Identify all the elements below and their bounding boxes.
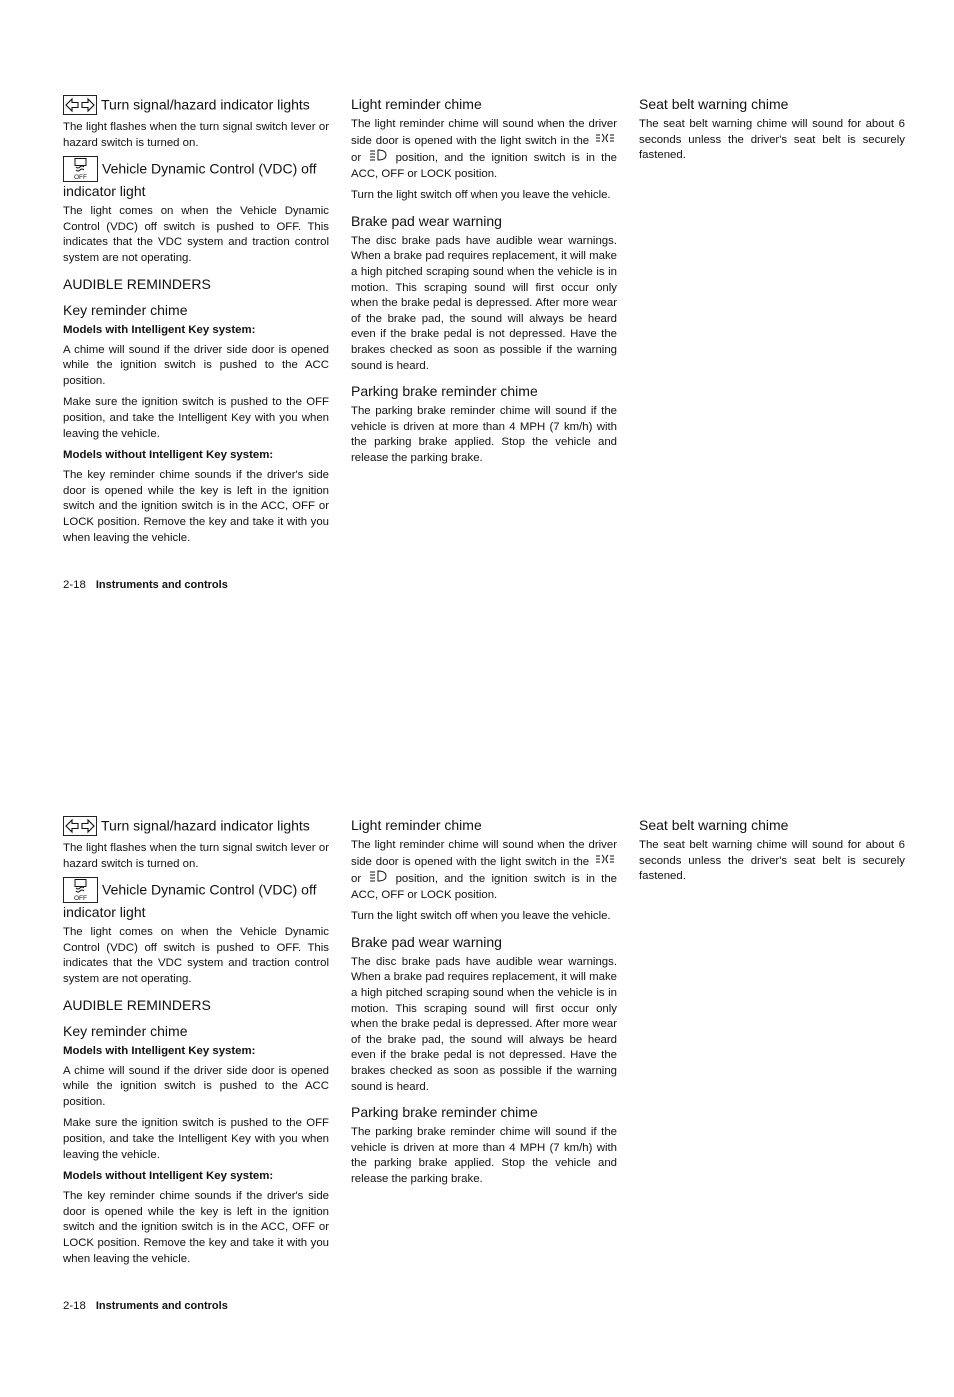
parking-brake-paragraph: The parking brake reminder chime will sound if the vehicle is driven at more than 4 MPH (7 km/h) with the parking brake applied. Stop the vehicle and release the parking brake. [351,405,617,464]
manual-page-2 [0,721,954,1397]
brake-pad-heading: Brake pad wear warning [351,212,502,229]
seat-belt-heading: Seat belt warning chime [639,96,789,112]
turn-signal-text: The light flashes when the turn signal switch lever or hazard switch is turned on. [63,842,329,870]
light-reminder-heading: Light reminder chime [351,817,482,833]
with-key-subheading: Models with Intelligent Key system: [63,1044,256,1057]
light-reminder-paragraph-1: The light reminder chime will sound when the driver side door is opened with the light switch in the or position, and the ignition switch is in the ACC, OFF or LOCK position. [351,839,617,901]
with-key-paragraph-2: Make sure the ignition switch is pushed to the OFF position, and take the Intelligent Key with you when leaving the vehicle. [63,1117,329,1161]
brake-pad-heading: Brake pad wear warning [351,933,502,950]
vdc-heading: OFF Vehicle Dynamic Control (VDC) off indicator light [63,157,329,200]
column-right [639,817,905,891]
vdc-off-icon [63,877,98,903]
manual-page-1 [0,0,954,676]
with-key-subheading: Models with Intelligent Key system: [63,323,256,336]
page-number: 2-18 [63,579,86,591]
turn-signal-arrows-icon [63,95,97,115]
vdc-off-icon [63,156,98,182]
key-reminder-heading: Key reminder chime [63,301,188,318]
audible-reminders-heading: AUDIBLE REMINDERS [63,996,211,1013]
page-number: 2-18 [63,1300,86,1312]
headlight-icon [369,149,387,167]
light-reminder-paragraph-2: Turn the light switch off when you leave the vehicle. [351,189,611,202]
turn-signal-arrows-icon [63,816,97,836]
parking-lights-icon [595,133,615,149]
seat-belt-heading: Seat belt warning chime [639,817,789,833]
parking-brake-heading: Parking brake reminder chime [351,383,538,400]
svg-text:OFF: OFF [74,895,87,903]
seat-belt-paragraph: The seat belt warning chime will sound for about 6 seconds unless the driver's seat belt is securely fastened. [639,839,905,883]
column-left [63,96,329,552]
without-key-subheading: Models without Intelligent Key system: [63,449,274,462]
parking-brake-paragraph: The parking brake reminder chime will sound if the vehicle is driven at more than 4 MPH (7 km/h) with the parking brake applied. Stop the vehicle and release the parking brake. [351,1126,617,1185]
column-middle [351,96,617,473]
column-middle [351,817,617,1194]
with-key-paragraph-2: Make sure the ignition switch is pushed to the OFF position, and take the Intelligent Key with you when leaving the vehicle. [63,396,329,440]
page-footer [63,579,228,591]
with-key-paragraph-1: A chime will sound if the driver side door is opened while the ignition switch is pushed to the ACC position. [63,343,329,387]
section-title: Instruments and controls [95,1300,228,1312]
turn-signal-text: The light flashes when the turn signal switch lever or hazard switch is turned on. [63,121,329,149]
column-right [639,96,905,170]
seat-belt-paragraph: The seat belt warning chime will sound for about 6 seconds unless the driver's seat belt is securely fastened. [639,118,905,162]
without-key-subheading: Models without Intelligent Key system: [63,1170,274,1183]
audible-reminders-heading: AUDIBLE REMINDERS [63,275,211,292]
page-footer [63,1300,228,1312]
with-key-paragraph-1: A chime will sound if the driver side door is opened while the ignition switch is pushed to the ACC position. [63,1064,329,1108]
turn-signal-heading: Turn signal/hazard indicator lights [63,817,329,837]
light-reminder-paragraph-2: Turn the light switch off when you leave the vehicle. [351,910,611,923]
light-reminder-heading: Light reminder chime [351,96,482,112]
light-reminder-paragraph-1: The light reminder chime will sound when the driver side door is opened with the light switch in the or position, and the ignition switch is in the ACC, OFF or LOCK position. [351,118,617,180]
vdc-text: The light comes on when the Vehicle Dynamic Control (VDC) off switch is pushed to OFF. This indicates that the VDC system and traction control system are not operating. [63,205,329,264]
column-left [63,817,329,1273]
svg-text:OFF: OFF [74,174,87,182]
vdc-heading: OFF Vehicle Dynamic Control (VDC) off indicator light [63,878,329,921]
parking-brake-heading: Parking brake reminder chime [351,1104,538,1121]
headlight-icon [369,870,387,888]
without-key-paragraph: The key reminder chime sounds if the driver's side door is opened while the key is left in the ignition switch and the ignition switch is in the ACC, OFF or LOCK position. Remove the key and take it with you when leaving the vehicle. [63,469,329,544]
vdc-text: The light comes on when the Vehicle Dynamic Control (VDC) off switch is pushed to OFF. This indicates that the VDC system and traction control system are not operating. [63,926,329,985]
parking-lights-icon [595,854,615,870]
section-title: Instruments and controls [95,579,228,591]
key-reminder-heading: Key reminder chime [63,1022,188,1039]
without-key-paragraph: The key reminder chime sounds if the driver's side door is opened while the key is left in the ignition switch and the ignition switch is in the ACC, OFF or LOCK position. Remove the key and take it with you when leaving the vehicle. [63,1190,329,1265]
turn-signal-heading: Turn signal/hazard indicator lights [63,96,329,116]
brake-pad-paragraph: The disc brake pads have audible wear warnings. When a brake pad requires replacement, it will make a high pitched scraping sound when the vehicle is in motion. This scraping sound will first occur only when the brake pedal is depressed. After more wear of the brake pad, the sound will always be heard even if the brake pedal is not depressed. Have the brakes checked as soon as possible if the warning sound is heard. [351,955,617,1093]
brake-pad-paragraph: The disc brake pads have audible wear warnings. When a brake pad requires replacement, it will make a high pitched scraping sound when the vehicle is in motion. This scraping sound will first occur only when the brake pedal is depressed. After more wear of the brake pad, the sound will always be heard even if the brake pedal is not depressed. Have the brakes checked as soon as possible if the warning sound is heard. [351,234,617,372]
